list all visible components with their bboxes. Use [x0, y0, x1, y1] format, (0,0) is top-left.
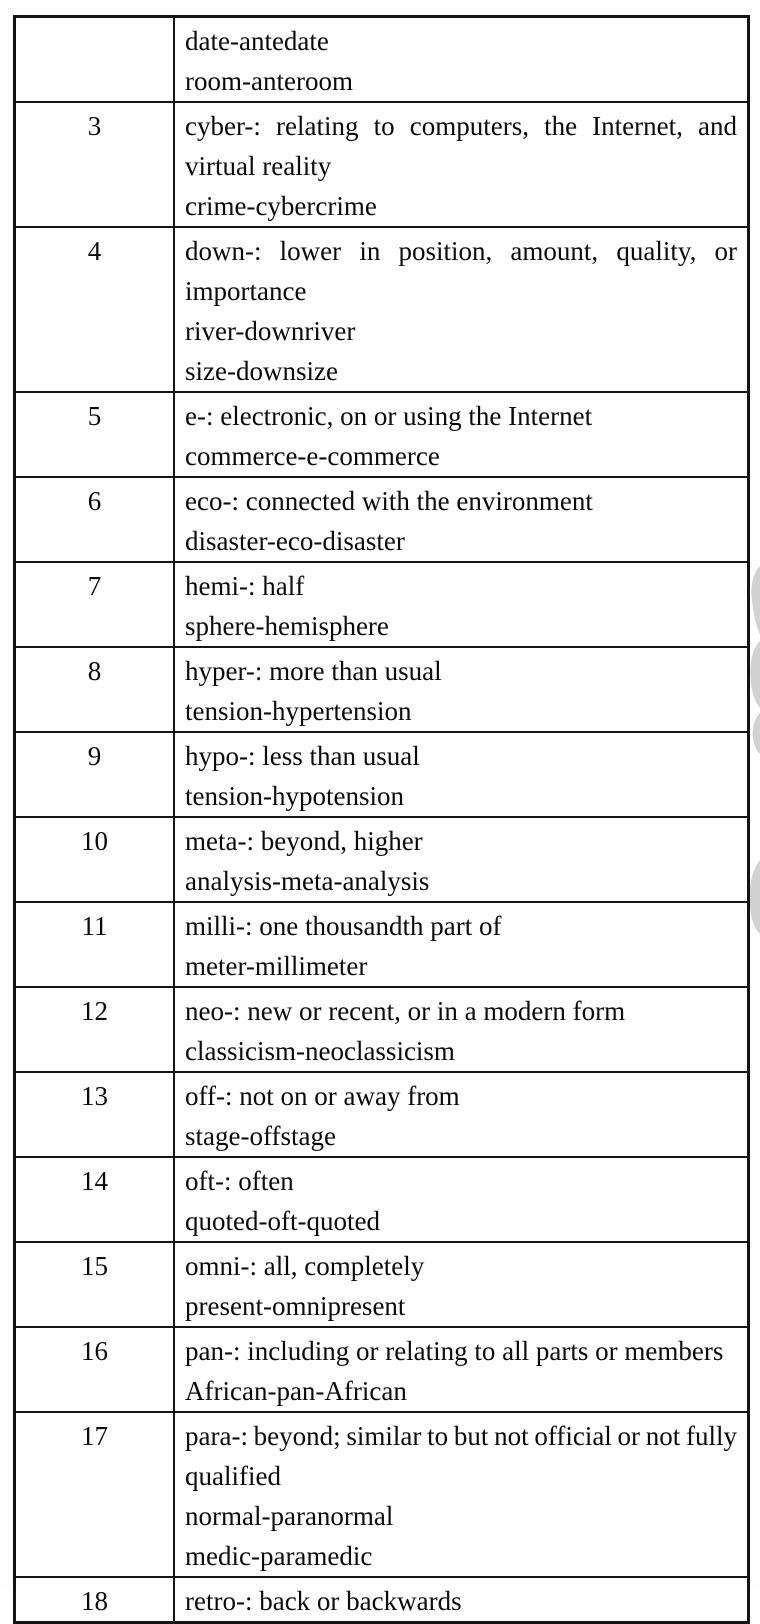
row-content [174, 227, 749, 392]
watermark-fragment [750, 641, 760, 708]
content-line: hyper-: more than usual [185, 656, 442, 686]
content-line: off-: not on or away from [185, 1081, 460, 1111]
table-row [15, 102, 749, 227]
content-line: neo-: new or recent, or in a modern form [185, 996, 626, 1026]
table-row [15, 227, 749, 392]
row-number: 3 [15, 102, 175, 227]
content-line: river-downriver [185, 316, 356, 346]
content-line: hemi-: half [185, 571, 305, 601]
row-number: 16 [15, 1327, 175, 1412]
content-line: meta-: beyond, higher [185, 826, 423, 856]
table-row [15, 902, 749, 987]
row-number: 12 [15, 987, 175, 1072]
prefix-table [13, 15, 750, 1624]
content-line: meter-millimeter [185, 951, 368, 981]
watermark-fragment [751, 566, 760, 634]
content-line: cyber-: relating to computers, the Internet, and [185, 111, 737, 141]
row-content [174, 817, 749, 902]
table-row [15, 1577, 749, 1623]
content-line: importance [185, 276, 307, 306]
table-row [15, 987, 749, 1072]
row-content [174, 987, 749, 1072]
content-line: qualified [185, 1461, 281, 1491]
row-content [174, 902, 749, 987]
row-content [174, 1327, 749, 1412]
row-number: 8 [15, 647, 175, 732]
content-line: date-antedate [185, 26, 329, 56]
content-line: stage-offstage [185, 1121, 336, 1151]
row-content [174, 1157, 749, 1242]
table-row [15, 562, 749, 647]
content-line: e-: electronic, on or using the Internet [185, 401, 593, 431]
row-number: 10 [15, 817, 175, 902]
row-number: 6 [15, 477, 175, 562]
content-line: oft-: often [185, 1166, 294, 1196]
row-content [174, 477, 749, 562]
row-number: 15 [15, 1242, 175, 1327]
content-line: para-: beyond; similar to but not official or not fully [185, 1421, 737, 1451]
content-line: tension-hypotension [185, 781, 404, 811]
row-content [174, 562, 749, 647]
content-line: retro-: back or backwards [185, 1586, 462, 1616]
table-row [15, 17, 749, 103]
content-line: present-omnipresent [185, 1291, 406, 1321]
table-row [15, 477, 749, 562]
content-line: size-downsize [185, 356, 338, 386]
row-number: 9 [15, 732, 175, 817]
content-line: classicism-neoclassicism [185, 1036, 455, 1066]
row-content [174, 1577, 749, 1623]
content-line: analysis-meta-analysis [185, 866, 430, 896]
content-line: quoted-oft-quoted [185, 1206, 380, 1236]
content-line: commerce-e-commerce [185, 441, 440, 471]
table-row [15, 392, 749, 477]
content-line: pan-: including or relating to all parts or members [185, 1336, 724, 1366]
row-number: 17 [15, 1412, 175, 1577]
table-row [15, 647, 749, 732]
content-line: crime-cybercrime [185, 191, 377, 221]
row-content [174, 647, 749, 732]
row-number: 5 [15, 392, 175, 477]
content-line: normal-paranormal [185, 1501, 394, 1531]
row-content [174, 102, 749, 227]
row-number: 18 [15, 1577, 175, 1623]
row-number: 4 [15, 227, 175, 392]
content-line: disaster-eco-disaster [185, 526, 405, 556]
row-number: 14 [15, 1157, 175, 1242]
row-content [174, 1072, 749, 1157]
row-number: 13 [15, 1072, 175, 1157]
watermark-fragment [753, 713, 760, 754]
table-row [15, 1072, 749, 1157]
content-line: down-: lower in position, amount, quality, or [185, 236, 737, 266]
content-line: milli-: one thousandth part of [185, 911, 502, 941]
row-content [174, 1242, 749, 1327]
row-content [174, 732, 749, 817]
watermark-fragment [750, 860, 760, 934]
row-content [174, 392, 749, 477]
table-row [15, 1327, 749, 1412]
content-line: virtual reality [185, 151, 332, 181]
content-line: omni-: all, completely [185, 1251, 425, 1281]
content-line: hypo-: less than usual [185, 741, 420, 771]
row-number: 11 [15, 902, 175, 987]
content-line: eco-: connected with the environment [185, 486, 593, 516]
content-line: African-pan-African [185, 1376, 407, 1406]
row-content [174, 17, 749, 103]
table-row [15, 817, 749, 902]
content-line: sphere-hemisphere [185, 611, 389, 641]
prefix-table-body [15, 17, 749, 1623]
row-content [174, 1412, 749, 1577]
row-number: 7 [15, 562, 175, 647]
content-line: tension-hypertension [185, 696, 412, 726]
table-row [15, 1412, 749, 1577]
content-line: medic-paramedic [185, 1541, 373, 1571]
row-number [15, 17, 175, 103]
table-row [15, 732, 749, 817]
content-line: room-anteroom [185, 66, 353, 96]
table-row [15, 1242, 749, 1327]
table-row [15, 1157, 749, 1242]
